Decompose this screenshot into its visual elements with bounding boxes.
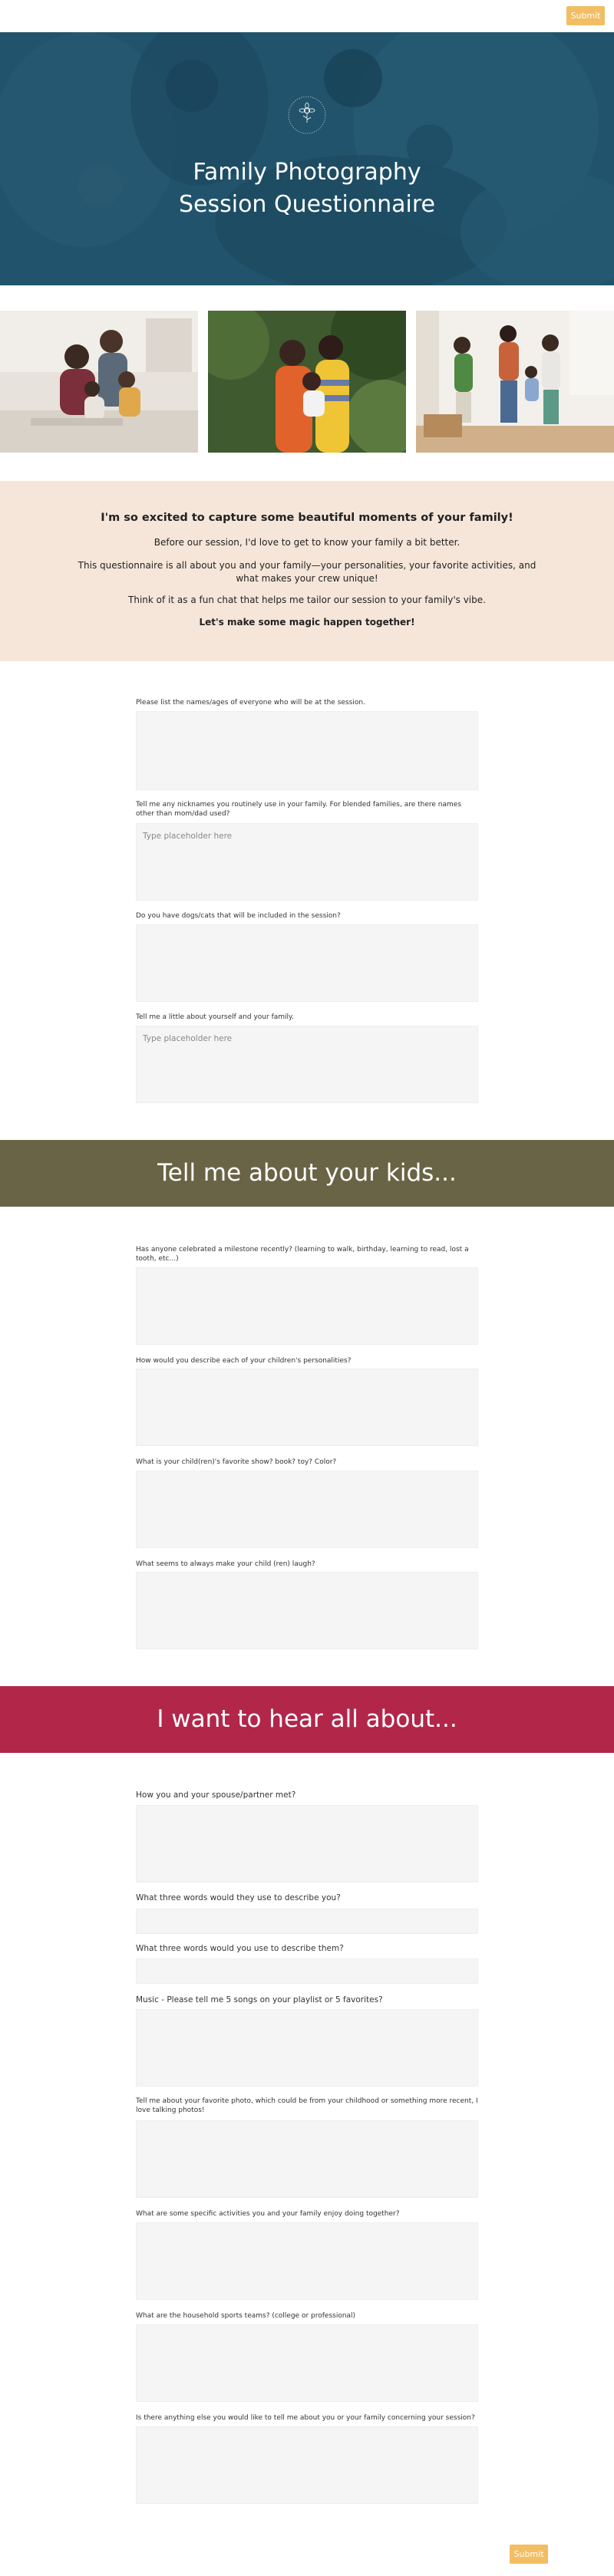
- answer-placeholder-nicknames: Type placeholder here: [143, 832, 233, 841]
- question-label-about-family: Tell me a little about yourself and your family.: [136, 1013, 294, 1021]
- page-title-line2: Session Questionnaire: [178, 191, 436, 218]
- question-label-laugh: What seems to always make your child (ren) laugh?: [136, 1560, 315, 1568]
- question-label-nicknames: Tell me any nicknames you routinely use in your family. For blended families, are there names other than mom/dad used?: [136, 801, 462, 818]
- question-label-activities: What are some specific activities you and your family enjoy doing together?: [136, 2210, 400, 2218]
- question-label-sports-teams: What are the household sports teams? (college or professional): [136, 2312, 356, 2320]
- intro-text-2: This questionnaire is all about you and your family—your personalities, your favorite activities, and what makes your crew unique!: [78, 560, 536, 584]
- question-label-names: Please list the names/ages of everyone who will be at the session.: [136, 699, 365, 707]
- question-label-how-met: How you and your spouse/partner met?: [136, 1790, 296, 1800]
- family-photo-dancing: [416, 311, 614, 453]
- answer-field-nicknames[interactable]: [136, 823, 478, 901]
- intro-headline: I'm so excited to capture some beautiful moments of your family!: [101, 512, 513, 524]
- answer-field-words-they-use[interactable]: [136, 1909, 478, 1934]
- answer-placeholder-about-family: Type placeholder here: [143, 1034, 233, 1043]
- answer-field-milestone[interactable]: [136, 1267, 478, 1345]
- answer-field-anything-else[interactable]: [136, 2426, 478, 2504]
- hero-banner: [0, 32, 614, 285]
- question-label-words-they-use: What three words would they use to describe you?: [136, 1893, 341, 1902]
- question-label-words-you-use: What three words would you use to describe them?: [136, 1944, 344, 1953]
- kids-section-heading: Tell me about your kids...: [0, 1140, 614, 1207]
- answer-field-personalities[interactable]: [136, 1369, 478, 1446]
- page-title: [0, 156, 614, 221]
- answer-field-laugh[interactable]: [136, 1572, 478, 1649]
- answer-field-about-family[interactable]: [136, 1026, 478, 1103]
- answer-field-activities[interactable]: [136, 2222, 478, 2300]
- answer-field-pets[interactable]: [136, 924, 478, 1002]
- intro-text-4: Let's make some magic happen together!: [199, 617, 415, 628]
- question-label-pets: Do you have dogs/cats that will be included in the session?: [136, 912, 341, 920]
- question-label-favorites: What is your child(ren)'s favorite show? book? toy? Color?: [136, 1458, 337, 1466]
- page-title-line1: Family Photography: [193, 159, 421, 186]
- answer-field-music[interactable]: [136, 2009, 478, 2087]
- family-photo-kitchen: [0, 311, 198, 453]
- family-photo-outdoors: [208, 311, 406, 453]
- intro-section: [0, 481, 614, 661]
- answer-field-words-you-use[interactable]: [136, 1958, 478, 1984]
- answer-field-favorites[interactable]: [136, 1471, 478, 1548]
- answer-field-favorite-photo[interactable]: [136, 2120, 478, 2198]
- question-label-personalities: How would you describe each of your children's personalities?: [136, 1357, 352, 1365]
- question-label-music: Music - Please tell me 5 songs on your playlist or 5 favorites?: [136, 1995, 383, 2004]
- question-label-anything-else: Is there anything else you would like to tell me about you or your family concerning your session?: [136, 2414, 475, 2422]
- intro-text-1: Before our session, I'd love to get to know your family a bit better.: [154, 537, 460, 548]
- answer-field-sports-teams[interactable]: [136, 2324, 478, 2402]
- answer-field-names[interactable]: [136, 711, 478, 790]
- submit-button-top[interactable]: Submit: [566, 6, 605, 25]
- question-label-favorite-photo: Tell me about your favorite photo, which could be from your childhood or something more recent, I love talking photos!: [136, 2097, 478, 2114]
- submit-button-bottom[interactable]: Submit: [510, 2545, 548, 2564]
- question-label-milestone: Has anyone celebrated a milestone recently? (learning to walk, birthday, learning to read, lost a tooth, etc...): [136, 1246, 469, 1263]
- top-bar: [0, 0, 614, 32]
- intro-text-3: Think of it as a fun chat that helps me tailor our session to your family's vibe.: [128, 595, 486, 605]
- photo-strip: [0, 311, 614, 453]
- flower-logo-icon: [286, 92, 328, 140]
- hear-about-section-heading: I want to hear all about...: [0, 1686, 614, 1753]
- answer-field-how-met[interactable]: [136, 1805, 478, 1883]
